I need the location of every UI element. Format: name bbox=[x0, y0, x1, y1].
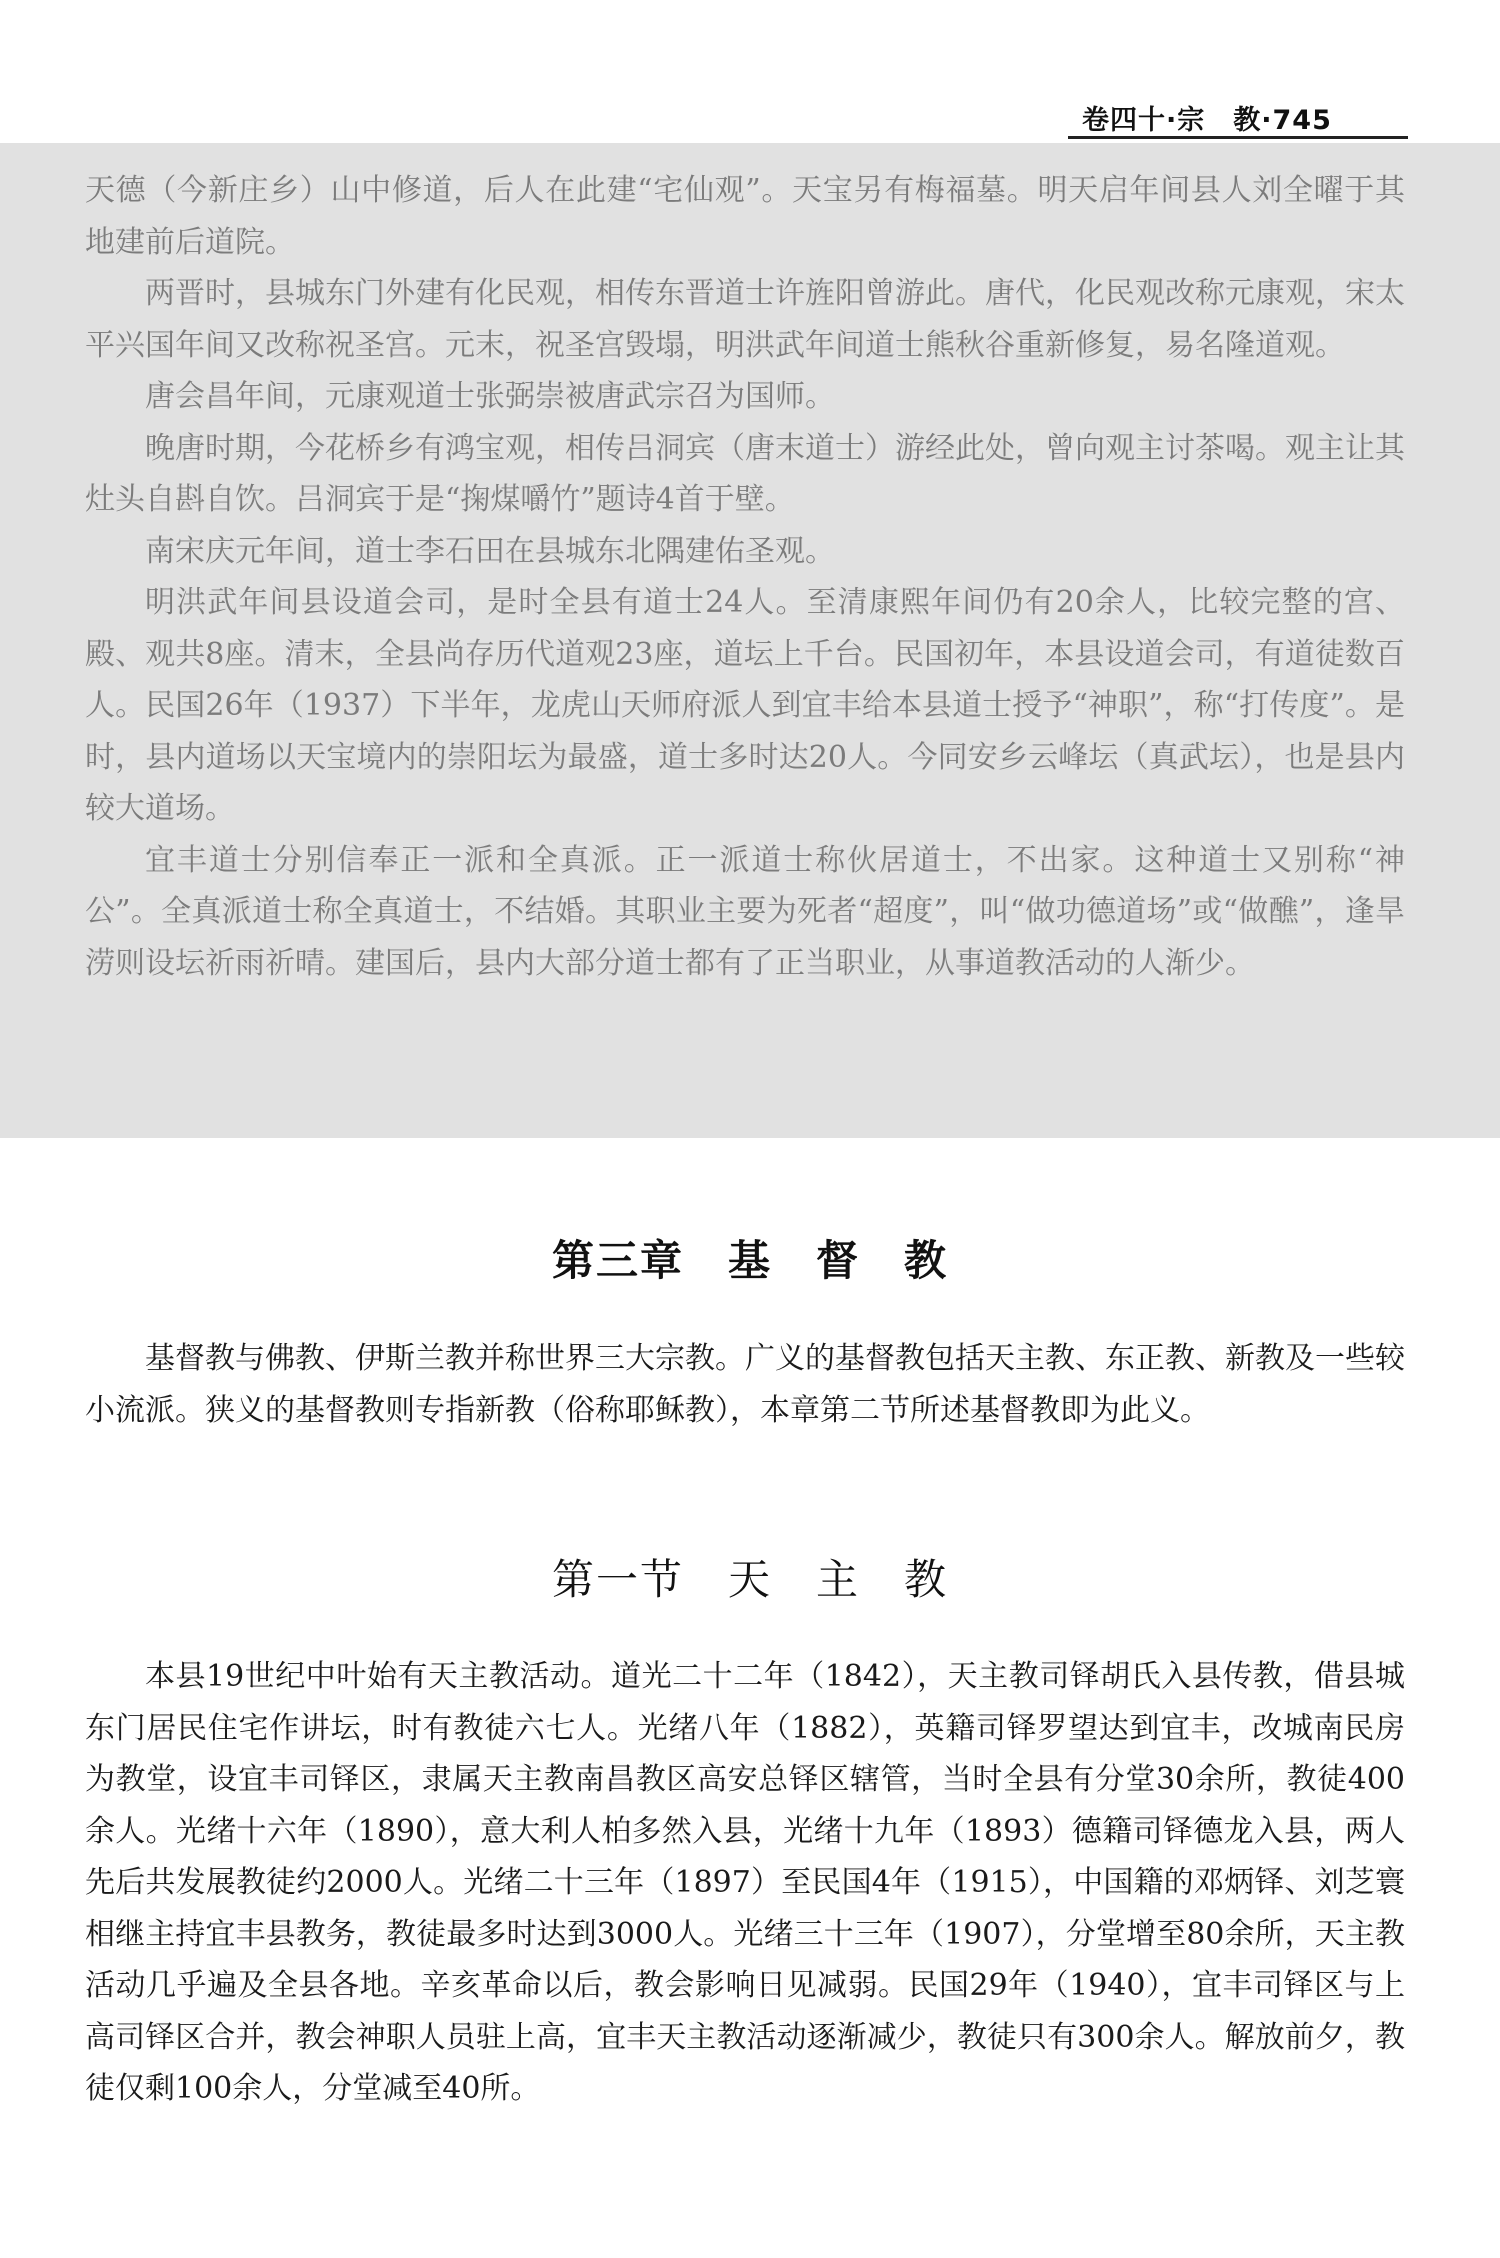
taoism-continued-block bbox=[0, 143, 1500, 1138]
section-title: 第一节 天 主 教 bbox=[551, 1555, 948, 1604]
section-body bbox=[85, 1651, 1405, 2115]
paragraph: 基督教与佛教、伊斯兰教并称世界三大宗教。广义的基督教包括天主教、东正教、新教及一些较小流派。狭义的基督教则专指新教（俗称耶稣教），本章第二节所述基督教即为此义。 bbox=[85, 1341, 1405, 1428]
paragraph: 晚唐时期，今花桥乡有鸿宝观，相传吕洞宾（唐末道士）游经此处，曾向观主讨茶喝。观主让其灶头自斟自饮。吕洞宾于是“掬煤嚼竹”题诗4首于壁。 bbox=[85, 430, 1405, 517]
header-rule bbox=[1068, 136, 1408, 139]
paragraph: 明洪武年间县设道会司，是时全县有道士24人。至清康熙年间仍有20余人，比较完整的宫、殿、观共8座。清末，全县尚存历代道观23座，道坛上千台。民国初年，本县设道会司，有道徒数百人。民国26年（1937）下半年，龙虎山天师府派人到宜丰给本县道士授予“神职”，称“打传度”。是时，县内道场以天宝境内的崇阳坛为最盛，道士多时达20人。今同安乡云峰坛（真武坛），也是县内较大道场。 bbox=[85, 585, 1405, 826]
taoism-text bbox=[85, 165, 1405, 989]
chapter-title: 第三章 基 督 教 bbox=[551, 1236, 948, 1285]
paragraph: 宜丰道士分别信奉正一派和全真派。正一派道士称伙居道士，不出家。这种道士又别称“神公”。全真派道士称全真道士，不结婚。其职业主要为死者“超度”，叫“做功德道场”或“做醮”，逢旱涝则设坛祈雨祈晴。建国后，县内大部分道士都有了正当职业，从事道教活动的人渐少。 bbox=[85, 842, 1405, 981]
chapter-intro bbox=[85, 1333, 1405, 1436]
paragraph: 两晋时，县城东门外建有化民观，相传东晋道士许旌阳曾游此。唐代，化民观改称元康观，宋太平兴国年间又改称祝圣宫。元末，祝圣宫毁塌，明洪武年间道士熊秋谷重新修复，易名隆道观。 bbox=[85, 276, 1405, 363]
running-header: 卷四十·宗 教·745 bbox=[1082, 105, 1332, 136]
paragraph: 本县19世纪中叶始有天主教活动。道光二十二年（1842），天主教司铎胡氏入县传教，借县城东门居民住宅作讲坛，时有教徒六七人。光绪八年（1882），英籍司铎罗望达到宜丰，改城南民房为教堂，设宜丰司铎区，隶属天主教南昌教区高安总铎区辖管，当时全县有分堂30余所，教徒400余人。光绪十六年（1890），意大利人柏多然入县，光绪十九年（1893）德籍司铎德龙入县，两人先后共发展教徒约2000人。光绪二十三年（1897）至民国4年（1915），中国籍的邓炳铎、刘芝寰相继主持宜丰县教务，教徒最多时达到3000人。光绪三十三年（1907），分堂增至80余所，天主教活动几乎遍及全县各地。辛亥革命以后，教会影响日见减弱。民国29年（1940），宜丰司铎区与上高司铎区合并，教会神职人员驻上高，宜丰天主教活动逐渐减少，教徒只有300余人。解放前夕，教徒仅剩100余人，分堂减至40所。 bbox=[85, 1659, 1405, 2106]
paragraph: 天德（今新庄乡）山中修道，后人在此建“宅仙观”。天宝另有梅福墓。明天启年间县人刘全曜于其地建前后道院。 bbox=[85, 173, 1405, 260]
paragraph: 南宋庆元年间，道士李石田在县城东北隅建佑圣观。 bbox=[145, 533, 835, 569]
paragraph: 唐会昌年间，元康观道士张弼崇被唐武宗召为国师。 bbox=[145, 379, 835, 414]
